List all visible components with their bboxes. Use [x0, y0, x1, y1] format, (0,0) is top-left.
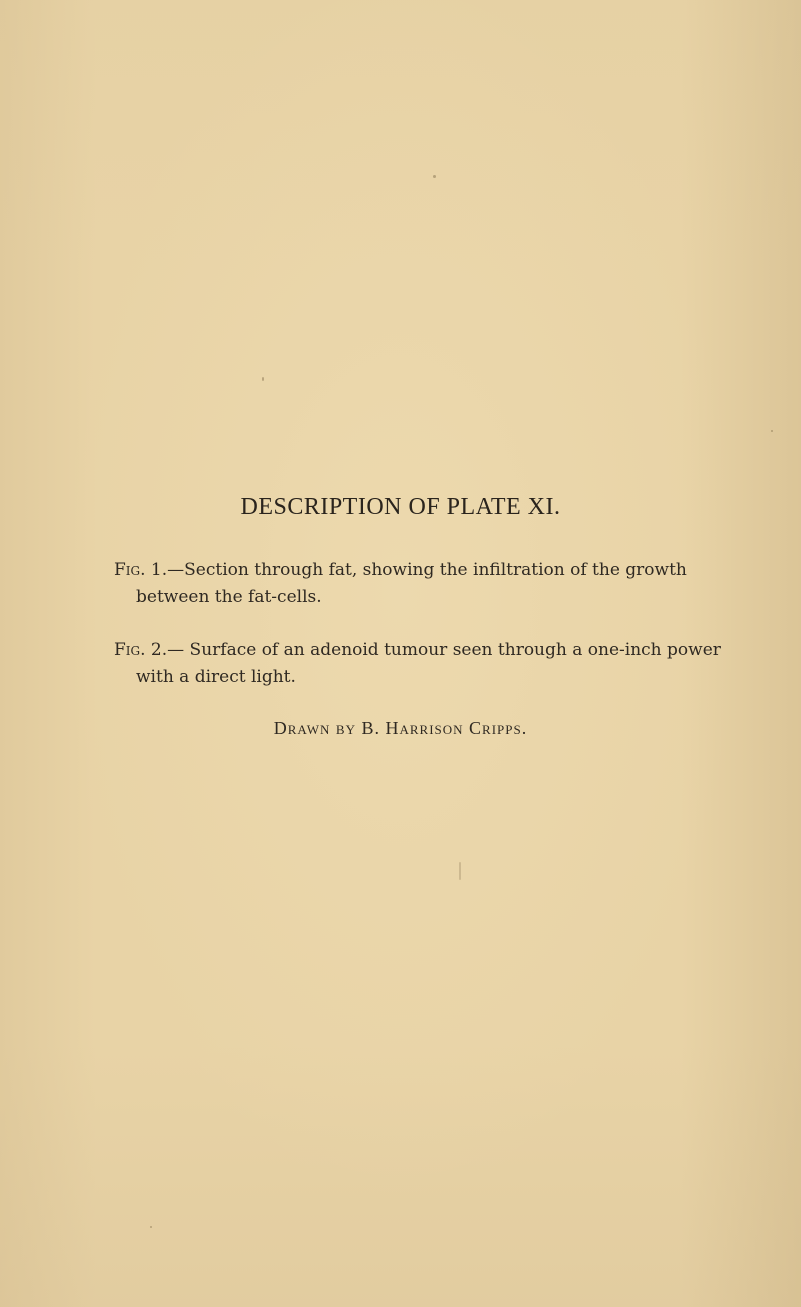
- paper-speck: [459, 862, 461, 880]
- figure-1-label: Fig. 1.: [114, 560, 168, 580]
- figure-1-text-line1: —Section through fat, showing the infiltration of the growth: [167, 560, 687, 580]
- artist-credit: Drawn by B. Harrison Cripps.: [273, 718, 528, 738]
- figure-2-text-line1: — Surface of an adenoid tumour seen through a one-inch power: [167, 640, 721, 660]
- figure-2-label: Fig. 2.: [114, 640, 168, 660]
- plate-title: DESCRIPTION OF PLATE XI.: [240, 494, 561, 520]
- paper-speck: [262, 377, 264, 381]
- paper-speck: [433, 175, 436, 178]
- figure-2-text-line2: with a direct light.: [136, 667, 296, 687]
- paper-speck: [771, 430, 773, 432]
- figure-1-text-line2: between the fat-cells.: [136, 587, 322, 607]
- paper-speck: [150, 1226, 152, 1228]
- figure-1-caption: [114, 557, 734, 611]
- figure-2-caption: [114, 637, 734, 691]
